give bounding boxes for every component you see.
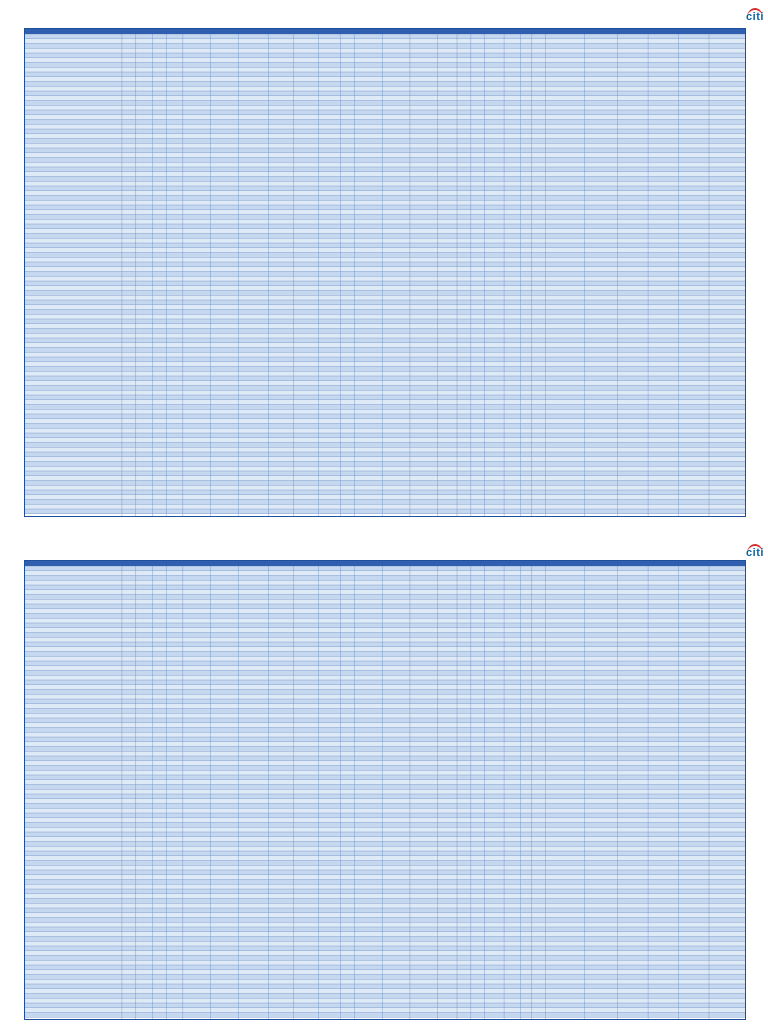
table-row [25, 804, 745, 809]
table-row [25, 409, 745, 414]
table-row [25, 941, 745, 946]
table-row [25, 276, 745, 281]
table-row [25, 295, 745, 300]
table-row [25, 595, 745, 600]
table-row [25, 400, 745, 405]
table-row [25, 153, 745, 158]
table-row [25, 96, 745, 101]
table-row [25, 471, 745, 476]
table-row [25, 813, 745, 818]
table-row [25, 314, 745, 319]
table-row [25, 979, 745, 984]
table-row [25, 1003, 745, 1008]
table-row [25, 737, 745, 742]
table-row [25, 766, 745, 771]
table-row [25, 685, 745, 690]
table-row [25, 580, 745, 585]
table-row [25, 224, 745, 229]
table-row [25, 870, 745, 875]
table-row [25, 889, 745, 894]
table-row [25, 39, 745, 44]
table-row [25, 419, 745, 424]
table-row [25, 637, 745, 642]
table-row [25, 576, 745, 581]
table-row [25, 994, 745, 999]
table-row [25, 699, 745, 704]
table-row [25, 234, 745, 239]
table-row [25, 794, 745, 799]
table-row [25, 215, 745, 220]
table-row [25, 82, 745, 87]
table-row [25, 623, 745, 628]
table-row [25, 177, 745, 182]
table-row [25, 390, 745, 395]
table-row [25, 466, 745, 471]
table-row [25, 832, 745, 837]
table-grid-page-1 [25, 34, 745, 516]
table-row [25, 110, 745, 115]
table-row [25, 34, 745, 39]
table-row [25, 490, 745, 495]
table-row [25, 951, 745, 956]
table-row [25, 633, 745, 638]
table-row [25, 333, 745, 338]
table-row [25, 642, 745, 647]
table-row [25, 253, 745, 258]
table-row [25, 970, 745, 975]
table-row [25, 181, 745, 186]
table-row [25, 652, 745, 657]
table-row [25, 618, 745, 623]
table-row [25, 257, 745, 262]
table-row [25, 462, 745, 467]
table-row [25, 210, 745, 215]
citi-logo [744, 8, 766, 22]
table-row [25, 324, 745, 329]
table-row [25, 48, 745, 53]
table-row [25, 899, 745, 904]
table-row [25, 875, 745, 880]
table-row [25, 452, 745, 457]
table-row [25, 956, 745, 961]
table-row [25, 690, 745, 695]
table-row [25, 229, 745, 234]
table-row [25, 143, 745, 148]
table-row [25, 946, 745, 951]
table-row [25, 785, 745, 790]
table-row [25, 504, 745, 509]
table-row [25, 647, 745, 652]
table-row [25, 386, 745, 391]
table-row [25, 742, 745, 747]
table-row [25, 53, 745, 58]
table-row [25, 732, 745, 737]
table-row [25, 846, 745, 851]
table-row [25, 585, 745, 590]
table-row [25, 414, 745, 419]
table-row [25, 485, 745, 490]
table-row [25, 219, 745, 224]
table-row [25, 371, 745, 376]
table-row [25, 343, 745, 348]
table-row [25, 908, 745, 913]
table-row [25, 747, 745, 752]
table-row [25, 694, 745, 699]
table-row [25, 447, 745, 452]
citi-logo-page-2 [744, 544, 766, 558]
table-row [25, 851, 745, 856]
table-row [25, 281, 745, 286]
table-row [25, 500, 745, 505]
table-row [25, 761, 745, 766]
table-row [25, 932, 745, 937]
table-row [25, 291, 745, 296]
table-row [25, 856, 745, 861]
table-row [25, 438, 745, 443]
table-row [25, 723, 745, 728]
table-row [25, 457, 745, 462]
table-row [25, 671, 745, 676]
table-row [25, 861, 745, 866]
table-row [25, 728, 745, 733]
table-row [25, 780, 745, 785]
table-row [25, 509, 745, 514]
table-row [25, 148, 745, 153]
table-row [25, 680, 745, 685]
table-row [25, 965, 745, 970]
table-row [25, 286, 745, 291]
table-row [25, 348, 745, 353]
table-row [25, 927, 745, 932]
table-row [25, 248, 745, 253]
table-row [25, 903, 745, 908]
table-row [25, 72, 745, 77]
table-row [25, 376, 745, 381]
table-row [25, 756, 745, 761]
table-row [25, 604, 745, 609]
table-row [25, 837, 745, 842]
table-row [25, 495, 745, 500]
table-row [25, 428, 745, 433]
table-row [25, 381, 745, 386]
table-row [25, 661, 745, 666]
table-row [25, 937, 745, 942]
table-row [25, 310, 745, 315]
table-row [25, 656, 745, 661]
table-row [25, 628, 745, 633]
table-row [25, 172, 745, 177]
table-row [25, 91, 745, 96]
table-row [25, 58, 745, 63]
table-row [25, 319, 745, 324]
table-row [25, 105, 745, 110]
table-row [25, 86, 745, 91]
table-row [25, 1013, 745, 1018]
table-row [25, 443, 745, 448]
table-row [25, 960, 745, 965]
table-row [25, 158, 745, 163]
table-row [25, 115, 745, 120]
table-row [25, 63, 745, 68]
table-row [25, 918, 745, 923]
table-row [25, 818, 745, 823]
table-row [25, 357, 745, 362]
table-row [25, 614, 745, 619]
table-row [25, 329, 745, 334]
page-number [8, 1016, 16, 1022]
table-row [25, 842, 745, 847]
table-row [25, 1008, 745, 1013]
table-row [25, 405, 745, 410]
table-row [25, 922, 745, 927]
table-row [25, 338, 745, 343]
table-row [25, 124, 745, 129]
table-row [25, 823, 745, 828]
table-row [25, 789, 745, 794]
table-row [25, 713, 745, 718]
table-row [25, 129, 745, 134]
table-row [25, 205, 745, 210]
table-row [25, 101, 745, 106]
table-row [25, 167, 745, 172]
table-row [25, 599, 745, 604]
table-row [25, 200, 745, 205]
table-row [25, 362, 745, 367]
table-row [25, 571, 745, 576]
table-row [25, 609, 745, 614]
table-row [25, 67, 745, 72]
table-row [25, 433, 745, 438]
table-row [25, 709, 745, 714]
table-row [25, 808, 745, 813]
table-row [25, 481, 745, 486]
table-row [25, 751, 745, 756]
table-row [25, 989, 745, 994]
table-row [25, 566, 745, 571]
table-row [25, 267, 745, 272]
table-row [25, 424, 745, 429]
table-row [25, 770, 745, 775]
table-row [25, 120, 745, 125]
table-row [25, 139, 745, 144]
data-table-page-1 [24, 28, 746, 517]
table-row [25, 191, 745, 196]
table-row [25, 880, 745, 885]
table-row [25, 675, 745, 680]
table-row [25, 238, 745, 243]
table-row [25, 975, 745, 980]
table-row [25, 476, 745, 481]
table-row [25, 262, 745, 267]
table-grid-page-2 [25, 566, 745, 1020]
document-title [24, 14, 64, 22]
table-row [25, 704, 745, 709]
logo-wordmark: citi [746, 547, 764, 559]
table-row [25, 367, 745, 372]
table-row [25, 352, 745, 357]
data-table-page-2 [24, 560, 746, 1020]
table-row [25, 590, 745, 595]
table-row [25, 799, 745, 804]
table-row [25, 998, 745, 1003]
table-row [25, 44, 745, 49]
table-row [25, 984, 745, 989]
table-row [25, 305, 745, 310]
table-row [25, 718, 745, 723]
table-row [25, 186, 745, 191]
table-row [25, 162, 745, 167]
logo-wordmark: citi [746, 11, 764, 23]
table-row [25, 395, 745, 400]
table-row [25, 913, 745, 918]
table-row [25, 666, 745, 671]
table-row [25, 300, 745, 305]
table-row [25, 827, 745, 832]
table-row [25, 196, 745, 201]
table-row [25, 775, 745, 780]
table-row [25, 272, 745, 277]
table-row [25, 243, 745, 248]
table-row [25, 894, 745, 899]
table-row [25, 77, 745, 82]
table-row [25, 884, 745, 889]
table-row [25, 865, 745, 870]
table-row [25, 134, 745, 139]
